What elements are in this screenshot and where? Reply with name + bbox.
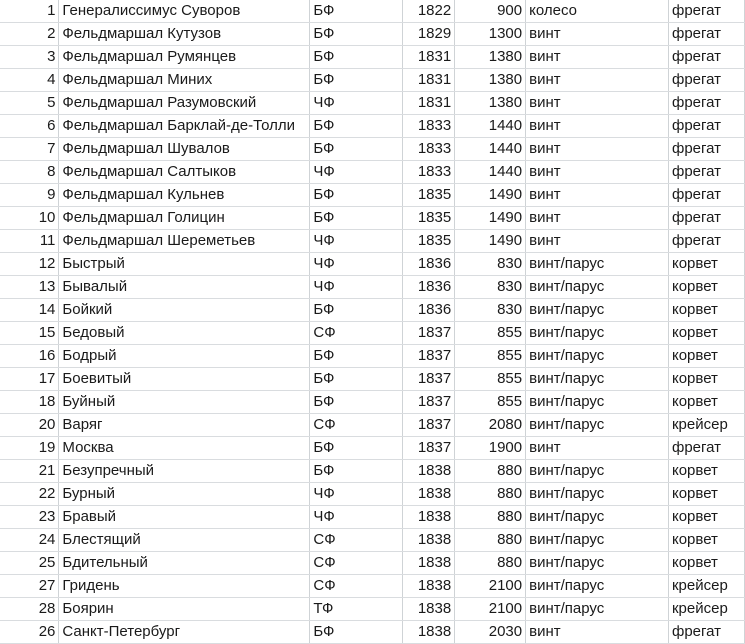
ship-name-cell[interactable]: Боярин: [59, 598, 310, 621]
tonnage-cell[interactable]: 855: [455, 322, 526, 345]
propulsion-cell[interactable]: винт: [526, 138, 669, 161]
ship-name-cell[interactable]: Фельдмаршал Голицин: [59, 207, 310, 230]
ship-name-cell[interactable]: Бурный: [59, 483, 310, 506]
ship-name-cell[interactable]: Фельдмаршал Миних: [59, 69, 310, 92]
propulsion-cell[interactable]: винт: [526, 230, 669, 253]
row-number-cell[interactable]: 18: [0, 391, 59, 414]
year-cell[interactable]: 1838: [403, 575, 455, 598]
row-number-cell[interactable]: 2: [0, 23, 59, 46]
year-cell[interactable]: 1833: [403, 115, 455, 138]
ship-class-cell[interactable]: корвет: [668, 276, 744, 299]
table-row: [0, 575, 745, 598]
table-row: [0, 437, 745, 460]
tonnage-cell[interactable]: 830: [455, 276, 526, 299]
ship-name-cell[interactable]: Буйный: [59, 391, 310, 414]
ship-class-cell[interactable]: фрегат: [668, 138, 744, 161]
fleet-cell[interactable]: БФ: [310, 184, 403, 207]
fleet-cell[interactable]: ЧФ: [310, 276, 403, 299]
ship-class-cell[interactable]: фрегат: [668, 69, 744, 92]
fleet-cell[interactable]: БФ: [310, 460, 403, 483]
table-row: [0, 391, 745, 414]
year-cell[interactable]: 1838: [403, 621, 455, 644]
ship-name-cell[interactable]: Бойкий: [59, 299, 310, 322]
fleet-cell[interactable]: БФ: [310, 138, 403, 161]
row-number-cell[interactable]: 17: [0, 368, 59, 391]
ship-class-cell[interactable]: корвет: [668, 368, 744, 391]
fleet-cell[interactable]: СФ: [310, 529, 403, 552]
tonnage-cell[interactable]: 855: [455, 391, 526, 414]
propulsion-cell[interactable]: винт: [526, 621, 669, 644]
propulsion-cell[interactable]: винт: [526, 46, 669, 69]
tonnage-cell[interactable]: 2080: [455, 414, 526, 437]
ship-class-cell[interactable]: фрегат: [668, 0, 744, 23]
row-number-cell[interactable]: 19: [0, 437, 59, 460]
tonnage-cell[interactable]: 880: [455, 483, 526, 506]
tonnage-cell[interactable]: 830: [455, 253, 526, 276]
propulsion-cell[interactable]: винт/парус: [526, 460, 669, 483]
tonnage-cell[interactable]: 2100: [455, 598, 526, 621]
tonnage-cell[interactable]: 1490: [455, 207, 526, 230]
ship-class-cell[interactable]: корвет: [668, 529, 744, 552]
propulsion-cell[interactable]: колесо: [526, 0, 669, 23]
table-row: [0, 322, 745, 345]
ship-class-cell[interactable]: фрегат: [668, 161, 744, 184]
ship-name-cell[interactable]: Бедовый: [59, 322, 310, 345]
row-number-cell[interactable]: 28: [0, 598, 59, 621]
fleet-cell[interactable]: БФ: [310, 621, 403, 644]
year-cell[interactable]: 1837: [403, 322, 455, 345]
table-row: [0, 207, 745, 230]
propulsion-cell[interactable]: винт/парус: [526, 598, 669, 621]
fleet-cell[interactable]: БФ: [310, 0, 403, 23]
tonnage-cell[interactable]: 1440: [455, 161, 526, 184]
year-cell[interactable]: 1838: [403, 506, 455, 529]
row-number-cell[interactable]: 9: [0, 184, 59, 207]
ship-name-cell[interactable]: Фельдмаршал Кульнев: [59, 184, 310, 207]
table-row: [0, 46, 745, 69]
year-cell[interactable]: 1836: [403, 253, 455, 276]
fleet-cell[interactable]: СФ: [310, 322, 403, 345]
table-row: [0, 115, 745, 138]
table-row: [0, 460, 745, 483]
row-number-cell[interactable]: 20: [0, 414, 59, 437]
fleet-cell[interactable]: БФ: [310, 207, 403, 230]
ship-name-cell[interactable]: Фельдмаршал Разумовский: [59, 92, 310, 115]
ship-name-cell[interactable]: Варяг: [59, 414, 310, 437]
tonnage-cell[interactable]: 1490: [455, 230, 526, 253]
year-cell[interactable]: 1838: [403, 460, 455, 483]
fleet-cell[interactable]: БФ: [310, 69, 403, 92]
table-row: [0, 230, 745, 253]
fleet-cell[interactable]: СФ: [310, 414, 403, 437]
ship-name-cell[interactable]: Бывалый: [59, 276, 310, 299]
ship-class-cell[interactable]: корвет: [668, 483, 744, 506]
table-row: [0, 23, 745, 46]
fleet-cell[interactable]: ЧФ: [310, 506, 403, 529]
ship-name-cell[interactable]: Гридень: [59, 575, 310, 598]
year-cell[interactable]: 1837: [403, 391, 455, 414]
row-number-cell[interactable]: 21: [0, 460, 59, 483]
table-row: [0, 345, 745, 368]
year-cell[interactable]: 1838: [403, 598, 455, 621]
ship-class-cell[interactable]: корвет: [668, 460, 744, 483]
ship-class-cell[interactable]: крейсер: [668, 414, 744, 437]
table-row: [0, 299, 745, 322]
propulsion-cell[interactable]: винт/парус: [526, 368, 669, 391]
propulsion-cell[interactable]: винт/парус: [526, 575, 669, 598]
tonnage-cell[interactable]: 2100: [455, 575, 526, 598]
fleet-cell[interactable]: ЧФ: [310, 230, 403, 253]
fleet-cell[interactable]: БФ: [310, 115, 403, 138]
ship-name-cell[interactable]: Фельдмаршал Румянцев: [59, 46, 310, 69]
ship-name-cell[interactable]: Фельдмаршал Салтыков: [59, 161, 310, 184]
year-cell[interactable]: 1835: [403, 207, 455, 230]
table-row: [0, 506, 745, 529]
propulsion-cell[interactable]: винт: [526, 23, 669, 46]
table-row: [0, 184, 745, 207]
ship-name-cell[interactable]: Фельдмаршал Кутузов: [59, 23, 310, 46]
tonnage-cell[interactable]: 900: [455, 0, 526, 23]
row-number-cell[interactable]: 24: [0, 529, 59, 552]
fleet-cell[interactable]: БФ: [310, 46, 403, 69]
table-row: [0, 138, 745, 161]
row-number-cell[interactable]: 11: [0, 230, 59, 253]
propulsion-cell[interactable]: винт/парус: [526, 299, 669, 322]
table-row: [0, 253, 745, 276]
table-row: [0, 69, 745, 92]
ship-class-cell[interactable]: корвет: [668, 345, 744, 368]
fleet-cell[interactable]: ТФ: [310, 598, 403, 621]
ship-class-cell[interactable]: фрегат: [668, 92, 744, 115]
ship-class-cell[interactable]: фрегат: [668, 621, 744, 644]
table-row: [0, 529, 745, 552]
fleet-cell[interactable]: СФ: [310, 575, 403, 598]
row-number-cell[interactable]: 22: [0, 483, 59, 506]
table-row: [0, 161, 745, 184]
propulsion-cell[interactable]: винт/парус: [526, 414, 669, 437]
tonnage-cell[interactable]: 1490: [455, 184, 526, 207]
row-number-cell[interactable]: 23: [0, 506, 59, 529]
year-cell[interactable]: 1838: [403, 529, 455, 552]
fleet-cell[interactable]: БФ: [310, 345, 403, 368]
tonnage-cell[interactable]: 880: [455, 460, 526, 483]
row-number-cell[interactable]: 14: [0, 299, 59, 322]
ship-name-cell[interactable]: Фельдмаршал Барклай-де-Толли: [59, 115, 310, 138]
ship-class-cell[interactable]: корвет: [668, 391, 744, 414]
ship-class-cell[interactable]: крейсер: [668, 575, 744, 598]
year-cell[interactable]: 1837: [403, 345, 455, 368]
tonnage-cell[interactable]: 1440: [455, 138, 526, 161]
row-number-cell[interactable]: 27: [0, 575, 59, 598]
row-number-cell[interactable]: 1: [0, 0, 59, 23]
row-number-cell[interactable]: 13: [0, 276, 59, 299]
ship-class-cell[interactable]: фрегат: [668, 437, 744, 460]
year-cell[interactable]: 1837: [403, 437, 455, 460]
year-cell[interactable]: 1833: [403, 161, 455, 184]
fleet-cell[interactable]: СФ: [310, 552, 403, 575]
row-number-cell[interactable]: 4: [0, 69, 59, 92]
fleet-cell[interactable]: ЧФ: [310, 161, 403, 184]
year-cell[interactable]: 1836: [403, 276, 455, 299]
fleet-cell[interactable]: ЧФ: [310, 253, 403, 276]
fleet-cell[interactable]: БФ: [310, 23, 403, 46]
row-number-cell[interactable]: 3: [0, 46, 59, 69]
ship-name-cell[interactable]: Фельдмаршал Шувалов: [59, 138, 310, 161]
propulsion-cell[interactable]: винт: [526, 207, 669, 230]
tonnage-cell[interactable]: 1900: [455, 437, 526, 460]
propulsion-cell[interactable]: винт: [526, 92, 669, 115]
propulsion-cell[interactable]: винт/парус: [526, 345, 669, 368]
ship-name-cell[interactable]: Фельдмаршал Шереметьев: [59, 230, 310, 253]
tonnage-cell[interactable]: 2030: [455, 621, 526, 644]
propulsion-cell[interactable]: винт/парус: [526, 529, 669, 552]
fleet-cell[interactable]: БФ: [310, 391, 403, 414]
ship-class-cell[interactable]: фрегат: [668, 207, 744, 230]
row-number-cell[interactable]: 12: [0, 253, 59, 276]
propulsion-cell[interactable]: винт/парус: [526, 276, 669, 299]
tonnage-cell[interactable]: 1380: [455, 92, 526, 115]
ship-name-cell[interactable]: Бодрый: [59, 345, 310, 368]
ship-class-cell[interactable]: корвет: [668, 506, 744, 529]
ship-name-cell[interactable]: Быстрый: [59, 253, 310, 276]
ship-name-cell[interactable]: Блестящий: [59, 529, 310, 552]
row-number-cell[interactable]: 16: [0, 345, 59, 368]
ship-class-cell[interactable]: корвет: [668, 322, 744, 345]
fleet-cell[interactable]: ЧФ: [310, 92, 403, 115]
ship-name-cell[interactable]: Боевитый: [59, 368, 310, 391]
propulsion-cell[interactable]: винт/парус: [526, 253, 669, 276]
row-number-cell[interactable]: 25: [0, 552, 59, 575]
propulsion-cell[interactable]: винт: [526, 161, 669, 184]
ship-name-cell[interactable]: Генералиссимус Суворов: [59, 0, 310, 23]
table-row: [0, 0, 745, 23]
year-cell[interactable]: 1838: [403, 552, 455, 575]
fleet-cell[interactable]: ЧФ: [310, 483, 403, 506]
year-cell[interactable]: 1831: [403, 46, 455, 69]
ship-class-cell[interactable]: фрегат: [668, 115, 744, 138]
row-number-cell[interactable]: 7: [0, 138, 59, 161]
ship-class-cell[interactable]: фрегат: [668, 23, 744, 46]
table-row: [0, 621, 745, 644]
row-number-cell[interactable]: 5: [0, 92, 59, 115]
year-cell[interactable]: 1838: [403, 483, 455, 506]
tonnage-cell[interactable]: 830: [455, 299, 526, 322]
table-row: [0, 276, 745, 299]
tonnage-cell[interactable]: 1380: [455, 69, 526, 92]
ship-class-cell[interactable]: фрегат: [668, 46, 744, 69]
tonnage-cell[interactable]: 855: [455, 368, 526, 391]
year-cell[interactable]: 1836: [403, 299, 455, 322]
year-cell[interactable]: 1835: [403, 184, 455, 207]
row-number-cell[interactable]: 26: [0, 621, 59, 644]
year-cell[interactable]: 1831: [403, 92, 455, 115]
tonnage-cell[interactable]: 880: [455, 506, 526, 529]
row-number-cell[interactable]: 15: [0, 322, 59, 345]
propulsion-cell[interactable]: винт/парус: [526, 322, 669, 345]
ship-class-cell[interactable]: корвет: [668, 552, 744, 575]
row-number-cell[interactable]: 10: [0, 207, 59, 230]
year-cell[interactable]: 1837: [403, 368, 455, 391]
propulsion-cell[interactable]: винт: [526, 184, 669, 207]
tonnage-cell[interactable]: 880: [455, 529, 526, 552]
table-row: [0, 414, 745, 437]
fleet-cell[interactable]: БФ: [310, 299, 403, 322]
table-row: [0, 368, 745, 391]
tonnage-cell[interactable]: 1440: [455, 115, 526, 138]
table-row: [0, 483, 745, 506]
year-cell[interactable]: 1833: [403, 138, 455, 161]
ship-name-cell[interactable]: Безупречный: [59, 460, 310, 483]
fleet-cell[interactable]: БФ: [310, 437, 403, 460]
table-row: [0, 552, 745, 575]
propulsion-cell[interactable]: винт/парус: [526, 391, 669, 414]
tonnage-cell[interactable]: 1380: [455, 46, 526, 69]
fleet-cell[interactable]: БФ: [310, 368, 403, 391]
year-cell[interactable]: 1831: [403, 69, 455, 92]
ship-name-cell[interactable]: Бравый: [59, 506, 310, 529]
ship-class-cell[interactable]: корвет: [668, 253, 744, 276]
year-cell[interactable]: 1835: [403, 230, 455, 253]
ship-class-cell[interactable]: фрегат: [668, 184, 744, 207]
propulsion-cell[interactable]: винт/парус: [526, 483, 669, 506]
ship-class-cell[interactable]: корвет: [668, 299, 744, 322]
table-row: [0, 92, 745, 115]
propulsion-cell[interactable]: винт: [526, 437, 669, 460]
tonnage-cell[interactable]: 880: [455, 552, 526, 575]
table-row: [0, 598, 745, 621]
year-cell[interactable]: 1829: [403, 23, 455, 46]
ship-name-cell[interactable]: Санкт-Петербург: [59, 621, 310, 644]
ship-name-cell[interactable]: Москва: [59, 437, 310, 460]
propulsion-cell[interactable]: винт: [526, 115, 669, 138]
ship-name-cell[interactable]: Бдительный: [59, 552, 310, 575]
year-cell[interactable]: 1822: [403, 0, 455, 23]
year-cell[interactable]: 1837: [403, 414, 455, 437]
propulsion-cell[interactable]: винт: [526, 69, 669, 92]
ship-class-cell[interactable]: фрегат: [668, 230, 744, 253]
propulsion-cell[interactable]: винт/парус: [526, 506, 669, 529]
tonnage-cell[interactable]: 855: [455, 345, 526, 368]
propulsion-cell[interactable]: винт/парус: [526, 552, 669, 575]
row-number-cell[interactable]: 8: [0, 161, 59, 184]
ship-class-cell[interactable]: крейсер: [668, 598, 744, 621]
tonnage-cell[interactable]: 1300: [455, 23, 526, 46]
row-number-cell[interactable]: 6: [0, 115, 59, 138]
